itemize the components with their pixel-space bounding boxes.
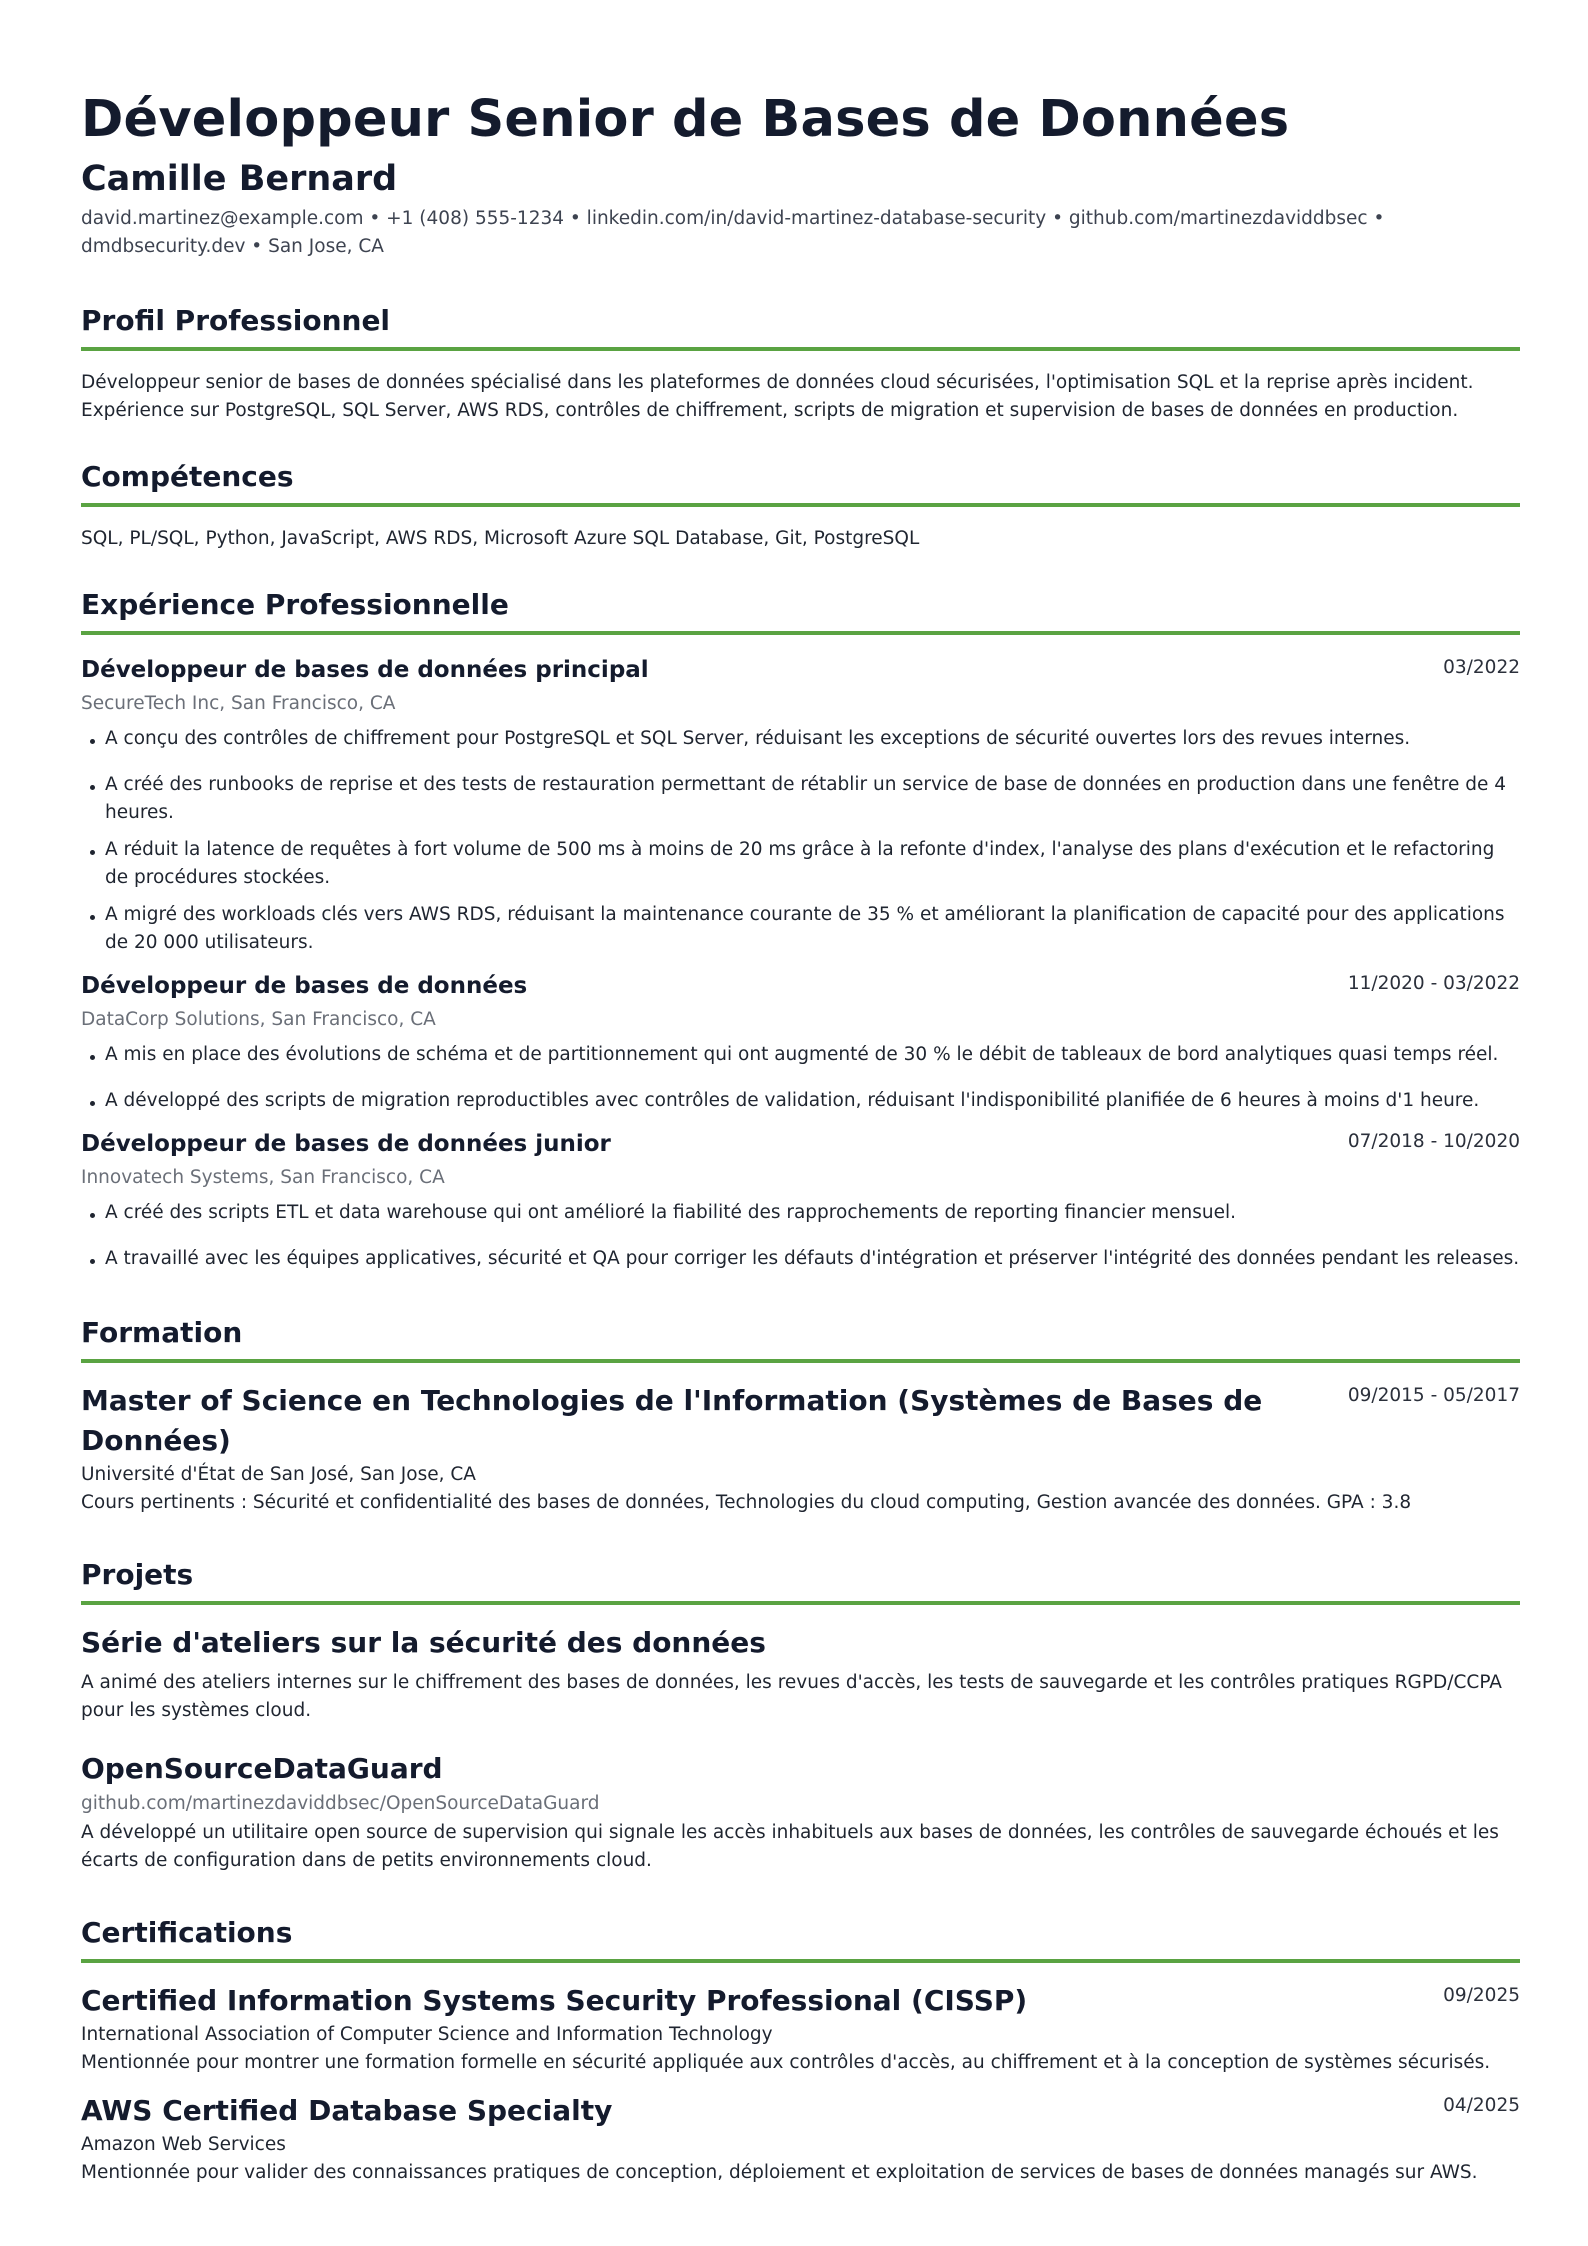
- job-entry: [81, 653, 1520, 957]
- resume-header: [81, 85, 1520, 261]
- skills-text: SQL, PL/SQL, Python, JavaScript, AWS RDS, Microsoft Azure SQL Database, Git, PostgreSQL: [81, 528, 920, 549]
- contact-line-1: david.martinez@example.com • +1 (408) 555-1234 • linkedin.com/in/david-martinez-database-security • github.com/martinezdaviddbsec •: [81, 208, 1385, 229]
- certification-issuer: International Association of Computer Science and Information Technology: [81, 2024, 773, 2045]
- job-title: Développeur Senior de Bases de Données: [81, 90, 1290, 149]
- section-heading: Expérience Professionnelle: [81, 585, 1520, 635]
- certification-name: AWS Certified Database Specialty: [81, 2094, 613, 2127]
- section-heading: Projets: [81, 1555, 1520, 1605]
- project-description: A développé un utilitaire open source de supervision qui signale les accès inhabituels aux bases de données, les contrôles de sauvegarde échoués et les écarts de configuration dans de petits environnements cloud.: [81, 1822, 1499, 1871]
- project-entry: [81, 1623, 1520, 1725]
- job-bullets: [81, 725, 1520, 957]
- job-role: Développeur de bases de données junior: [81, 1131, 611, 1157]
- person-name: Camille Bernard: [81, 159, 398, 199]
- job-bullets: [81, 1041, 1520, 1115]
- degree-title: Master of Science en Technologies de l'Information (Systèmes de Bases de Données): [81, 1384, 1263, 1457]
- certification-date: 04/2025: [1443, 2095, 1520, 2116]
- job-bullet: A créé des runbooks de reprise et des tests de restauration permettant de rétablir un service de base de données en production dans une fenêtre de 4 heures.: [81, 771, 1520, 827]
- certification-date: 09/2025: [1443, 1985, 1520, 2006]
- job-company: DataCorp Solutions, San Francisco, CA: [81, 1009, 436, 1030]
- job-role: Développeur de bases de données: [81, 973, 528, 999]
- certification-issuer: Amazon Web Services: [81, 2134, 286, 2155]
- job-date: 07/2018 - 10/2020: [1347, 1131, 1520, 1152]
- certifications-section: [81, 1913, 1520, 2187]
- job-bullet: A créé des scripts ETL et data warehouse qui ont amélioré la fiabilité des rapprochements de reporting financier mensuel.: [81, 1199, 1520, 1227]
- job-bullet: A conçu des contrôles de chiffrement pour PostgreSQL et SQL Server, réduisant les exceptions de sécurité ouvertes lors des revues internes.: [81, 725, 1520, 753]
- section-heading: Compétences: [81, 457, 1520, 507]
- job-bullet: A réduit la latence de requêtes à fort volume de 500 ms à moins de 20 ms grâce à la refonte d'index, l'analyse des plans d'exécution et le refactoring de procédures stockées.: [81, 836, 1520, 892]
- projects-section: [81, 1555, 1520, 1875]
- project-name: Série d'ateliers sur la sécurité des données: [81, 1626, 766, 1659]
- certification-description: Mentionnée pour montrer une formation formelle en sécurité appliquée aux contrôles d'accès, au chiffrement et à la conception de systèmes sécurisés.: [81, 2052, 1491, 2073]
- profile-text: Développeur senior de bases de données spécialisé dans les plateformes de données cloud sécurisées, l'optimisation SQL et la reprise après incident. Expérience sur PostgreSQL, SQL Server, AWS RDS, contrôles de chiffrement, scripts de migration et supervision de bases de données en production.: [81, 372, 1474, 421]
- section-heading: Certifications: [81, 1913, 1520, 1963]
- skills-section: [81, 457, 1520, 553]
- job-company: Innovatech Systems, San Francisco, CA: [81, 1167, 445, 1188]
- project-description: A animé des ateliers internes sur le chiffrement des bases de données, les revues d'accès, les tests de sauvegarde et les contrôles pratiques RGPD/CCPA pour les systèmes cloud.: [81, 1672, 1502, 1721]
- school-name: Université d'État de San José, San Jose, CA: [81, 1464, 476, 1485]
- experience-section: [81, 585, 1520, 1273]
- certification-entry: [81, 2091, 1520, 2187]
- experience-list: [81, 653, 1520, 1273]
- certification-name: Certified Information Systems Security Professional (CISSP): [81, 1984, 1028, 2017]
- profile-section: [81, 301, 1520, 425]
- section-heading: Formation: [81, 1313, 1520, 1363]
- job-entry: [81, 969, 1520, 1115]
- contact-info: [81, 205, 1501, 261]
- education-details: Cours pertinents : Sécurité et confidentialité des bases de données, Technologies du cloud computing, Gestion avancée des données. GPA : 3.8: [81, 1492, 1412, 1513]
- project-entry: [81, 1749, 1520, 1875]
- certification-description: Mentionnée pour valider des connaissances pratiques de conception, déploiement et exploitation de services de bases de données managés sur AWS.: [81, 2162, 1478, 2183]
- job-bullet: A travaillé avec les équipes applicatives, sécurité et QA pour corriger les défauts d'intégration et préserver l'intégrité des données pendant les releases.: [81, 1245, 1520, 1273]
- project-link[interactable]: github.com/martinezdaviddbsec/OpenSourceDataGuard: [81, 1793, 600, 1814]
- job-entry: [81, 1127, 1520, 1273]
- section-heading: Profil Professionnel: [81, 301, 1520, 351]
- project-name: OpenSourceDataGuard: [81, 1752, 443, 1785]
- contact-line-2: dmdbsecurity.dev • San Jose, CA: [81, 236, 384, 257]
- job-bullet: A mis en place des évolutions de schéma et de partitionnement qui ont augmenté de 30 % le débit de tableaux de bord analytiques quasi temps réel.: [81, 1041, 1520, 1069]
- education-date: 09/2015 - 05/2017: [1347, 1385, 1520, 1406]
- job-company: SecureTech Inc, San Francisco, CA: [81, 693, 396, 714]
- job-role: Développeur de bases de données principal: [81, 657, 649, 683]
- job-bullets: [81, 1199, 1520, 1273]
- certification-entry: [81, 1981, 1520, 2077]
- job-date: 03/2022: [1443, 657, 1520, 678]
- education-section: [81, 1313, 1520, 1517]
- job-bullet: A migré des workloads clés vers AWS RDS, réduisant la maintenance courante de 35 % et améliorant la planification de capacité pour des applications de 20 000 utilisateurs.: [81, 901, 1520, 957]
- job-date: 11/2020 - 03/2022: [1347, 973, 1520, 994]
- job-bullet: A développé des scripts de migration reproductibles avec contrôles de validation, réduisant l'indisponibilité planifiée de 6 heures à moins d'1 heure.: [81, 1087, 1520, 1115]
